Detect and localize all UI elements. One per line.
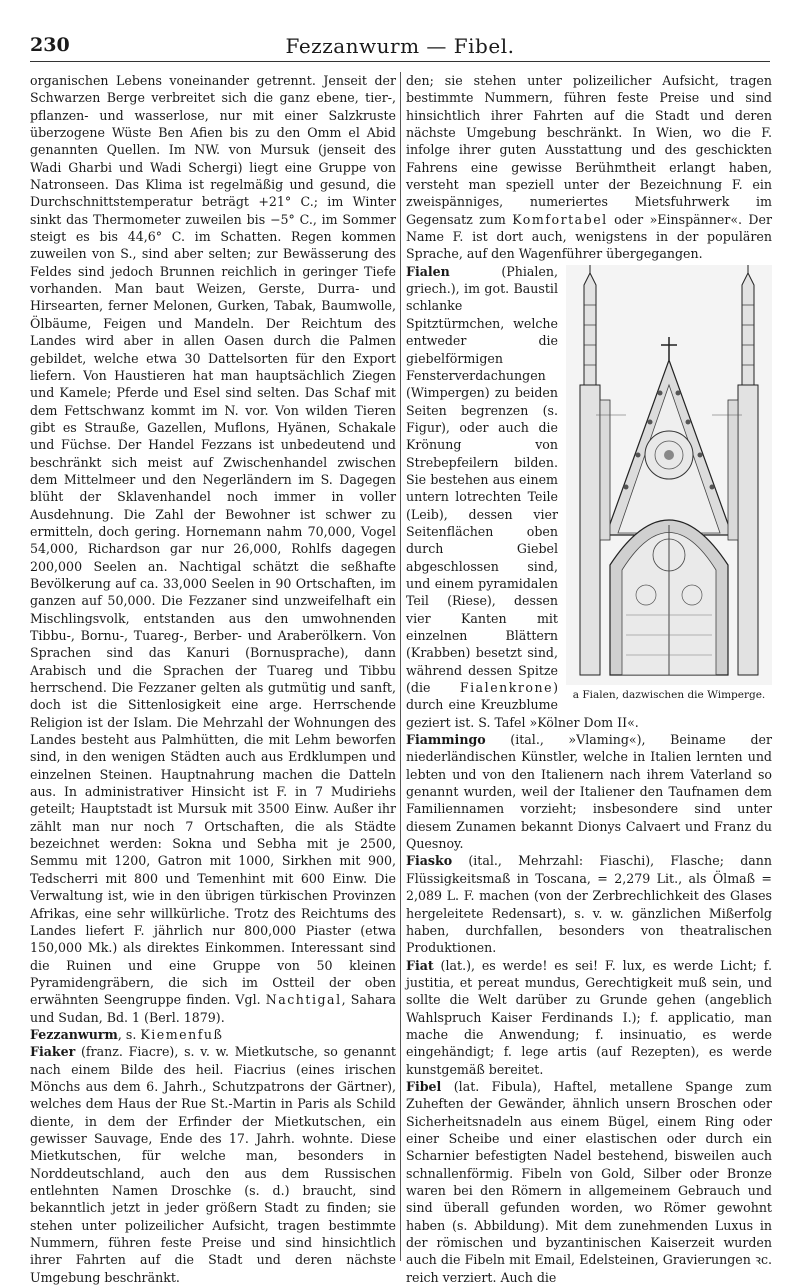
author-name: Nachtigal: [265, 992, 342, 1008]
fiaker-continued-text-2: oder »Einspänner«. Der Name F. ist dort auch, wenigstens in der populären Sprache, auf den Wagenführer übergegangen.: [406, 211, 772, 262]
figure-caption: a Fialen, dazwischen die Wimperge.: [572, 688, 766, 701]
fiammingo-text: (ital., »Vlaming«), Beiname der niederländischen Künstler, welche in Italien lernten und lebten und von den Italienern nach ihrem Vaterland so genannt wurden, weil der Italiener den Taufnamen dem Familiennamen vorzieht; insbesondere sind unter diesem Zunamen bekannt Dionys Calvaert und Franz du Quesnoy.: [406, 732, 772, 852]
entry-term-fialen: Fialen: [406, 263, 450, 279]
entry-fiaker: [30, 1043, 396, 1286]
entry-term-fiammingo: Fiammingo: [406, 732, 486, 748]
fezzan-reference-tail: , Sahara und Sudan, Bd. 1 (Berl. 1879).: [30, 992, 396, 1025]
fibel-text: (lat. Fibula), Haftel, metallene Spange zum Zuheften der Gewänder, ähnlich unsern Broschen oder Sicherheitsnadeln aus einem Bügel, einem Ring oder einer Scheibe und einer elastischen oder durch ein Scharnier befestigten Nadel bestehend, bisweilen auch schnallenförmig. Fibeln von Gold, Silber oder Bronze waren bei den Römern in allgemeinem Gebrauch und sind überall gefunden worden, wo Römer gewohnt haben (s. Abbildung). Mit dem zunehmenden Luxus in der römischen und byzantinischen Kaiserzeit wurden auch die Fibeln mit Email, Edelsteinen, Gravierungen ꝛc. reich verziert. Auch die: [406, 1078, 772, 1285]
entry-fialen: [406, 263, 772, 731]
entry-fezzanwurm: [30, 1026, 396, 1043]
fiasko-text: (ital., Mehrzahl: Fiaschi), Flasche; dann Flüssigkeitsmaß in Toscana, = 2,279 Lit., als Ölmaß = 2,089 L. F. machen (von der Zerbrechlichkeit des Glases hergeleitete Redensart), s. v. w. gänzlichen Mißerfolg haben, durchfallen, besonders von theatralischen Produktionen.: [406, 853, 772, 956]
entry-fiat: [406, 957, 772, 1078]
fiat-text: (lat.), es werde! es sei! F. lux, es werde Licht; f. justitia, et pereat mundus, Gerechtigkeit muß sein, und sollte die Welt darüber zu Grunde gehen (angeblich Wahlspruch Kaiser Ferdinands I.); f. applicatio, man mache die Anwendung; f. insinuatio, es werde eingehändigt; f. lege artis (auf Rezepten), es werde kunstgemäß bereitet.: [406, 957, 772, 1077]
page-number: 230: [30, 34, 70, 56]
entry-fezzan-continued: [30, 72, 396, 1026]
gothic-gable-illustration: [566, 265, 772, 685]
fiaker-text: (franz. Fiacre), s. v. w. Mietkutsche, so genannt nach einem Bilde des heil. Fiacrius (eines irischen Mönchs aus dem 6. Jahrh., Schutzpatrons der Gärtner), welches dem Haus der Rue St.-Martin in Paris als Schild diente, in dem der Erfinder der Mietkutschen, ein gewisser Sauvage, Ende des 17. Jahrh. wohnte. Diese Mietkutschen, für welche man, besonders in Norddeutschland, auch den aus dem Russischen entlehnten Namen Droschke (s. d.) braucht, sind bekanntlich jetzt in jeder größern Stadt zu finden; sie stehen unter polizeilicher Aufsicht, tragen bestimmte Nummern, führen feste Preise und sind hinsichtlich ihrer Fahrten auf die Stadt und deren nächste Umgebung beschränkt.: [30, 1044, 396, 1285]
term-komfortabel: Komfortabel: [512, 211, 608, 227]
entry-term-fiat: Fiat: [406, 957, 434, 973]
fialen-text: (Phialen, griech.), im got. Baustil schlanke Spitztürmchen, welche entweder die giebelförmigen Fensterverdachungen (Wimpergen) zu beiden Seiten begrenzen (s. Figur), oder auch die Krönung von Strebepfeilern bilden. Sie bestehen aus einem untern lotrechten Teile (Leib), dessen vier Seitenflächen oben durch Giebel abgeschlossen sind, und einem pyramidalen Teil (Riese), dessen vier Kanten mit einzelnen Blättern (Krabben) besetzt sind, während dessen Spitze (die: [406, 263, 558, 696]
entry-term-fezzanwurm: Fezzanwurm: [30, 1026, 118, 1042]
entry-fiammingo: [406, 731, 772, 852]
fialen-figure: [566, 265, 772, 702]
page-header: [30, 34, 770, 62]
right-column: [406, 72, 772, 1285]
entry-fiasko: [406, 852, 772, 956]
entry-fibel: [406, 1078, 772, 1286]
entry-term-fiasko: Fiasko: [406, 853, 453, 869]
entry-fiaker-continued: [406, 72, 772, 263]
column-divider: [400, 72, 401, 1261]
fiaker-continued-text: den; sie stehen unter polizeilicher Aufsicht, tragen bestimmte Nummern, führen feste Preise und sind hinsichtlich ihrer Fahrten auf die Stadt und deren nächste Umgebung beschränkt. In Wien, wo die F. infolge ihrer guten Ausstattung und des geschickten Fahrens eine gewisse Berühmtheit erlangt haben, versteht man speziell unter der Bezeichnung F. ein zweispänniges, numeriertes Mietsfuhrwerk im Gegensatz zum: [406, 73, 772, 227]
entry-term-fibel: Fibel: [406, 1078, 442, 1094]
fezzan-text: organischen Lebens voneinander getrennt. Jenseit der Schwarzen Berge verbreitet sich die ganz ebene, tier-, pflanzen- und wasserlose, nur mit einer Salzkruste überzogene Wüste Ben Afien bis zu den Omm el Abid genannten Quellen. Im NW. von Mursuk (jenseit des Wadi Gharbi und Wadi Schergi) liegt eine Gruppe von Natronseen. Das Klima ist regelmäßig und gesund, die Durchschnittstemperatur beträgt +21° C.; im Winter sinkt das Thermometer zuweilen bis −5° C., im Sommer steigt es bis 44,6° C. im Schatten. Regen kommen zuweilen von S., sind aber selten; zur Bewässerung des Feldes sind jedoch Brunnen reichlich in geringer Tiefe vorhanden. Man baut Weizen, Gerste, Durra- und Hirsearten, ferner Melonen, Gurken, Tabak, Baumwolle, Ölbäume, Feigen und Mandeln. Der Reichtum des Landes wird aber in allen Oasen durch die Palmen gebildet, welche etwa 30 Dattelsorten für den Export liefern. Von Haustieren hat man hauptsächlich Ziegen und Kamele; Pferde und Esel sind selten. Das Schaf mit dem Fettschwanz kommt im N. vor. Von wilden Tieren gibt es Strauße, Gazellen, Muflons, Hyänen, Schakale und Füchse. Der Handel Fezzans ist unbedeutend und beschränkt sich meist auf Zwischenhandel zwischen dem Mittelmeer und den Negerländern im S. Dagegen blüht der Sklavenhandel noch immer in voller Ausdehnung. Die Zahl der Bewohner ist schwer zu ermitteln, doch gering. Hornemann nahm 70,000, Vogel 54,000, Richardson gar nur 26,000, Rohlfs dagegen 200,000 Seelen an. Nachtigal schätzt die seßhafte Bevölkerung auf ca. 33,000 Seelen in 90 Ortschaften, im ganzen auf 50,000. Die Fezzaner sind unzweifelhaft ein Mischlingsvolk, entstanden aus den umwohnenden Tibbu-, Bornu-, Tuareg-, Berber- und Araberölkern. Von Sprachen sind das Kanuri (Bornusprache), dann Arabisch und die Sprachen der Tuareg und Tibbu herrschend. Die Fezzaner gelten als gutmütig und sanft, doch ist die Sittenlosigkeit eine arge. Herrschende Religion ist der Islam. Die Mehrzahl der Wohnungen des Landes besteht aus Palmhütten, die mit Lehm beworfen sind, in den wenigen Städten auch aus Erdklumpen und einzelnen Steinen. Hauptnahrung machen die Datteln aus. In administrativer Hinsicht ist F. in 7 Mudiriehs geteilt; Hauptstadt ist Mursuk mit 3500 Einw. Außer ihr zählt man nur noch 7 Ortschaften, die als Städte bezeichnet werden: Sokna und Sebha mit je 2500, Semmu mit 1200, Gatron mit 1000, Sirkhen mit 900, Tedscherri mit 800 und Temenhint mit 600 Einw. Die Verwaltung ist, wie in den übrigen türkischen Provinzen Afrikas, eine sehr willkürliche. Trotz des Reichtums des Landes liefert F. jährlich nur 800,000 Piaster (etwa 150,000 Mk.) als direktes Einkommen. Interessant sind die Ruinen und eine Gruppe von 50 kleinen Pyramidengräbern, die sich im Ostteil der oben erwähnten Seengruppe finden. Vgl.: [30, 73, 396, 1008]
cross-ref-link[interactable]: Kiemenfuß: [140, 1026, 224, 1042]
cross-ref-prefix: , s.: [117, 1026, 141, 1042]
left-column: [30, 72, 396, 1285]
running-head: Fezzanwurm — Fibel.: [285, 34, 515, 58]
fialen-text-2: ) durch eine Kreuzblume geziert ist. S. Tafel »Kölner Dom II«.: [406, 680, 639, 730]
term-fialenkrone: Fialenkrone: [459, 680, 554, 696]
entry-term-fiaker: Fiaker: [30, 1044, 76, 1060]
